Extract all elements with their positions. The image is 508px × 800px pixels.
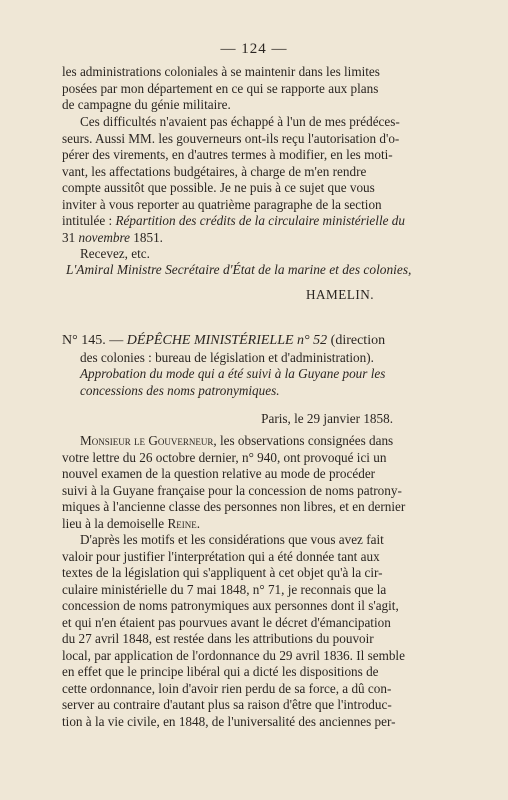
italic-month: novembre — [78, 229, 130, 245]
person-name: Reine. — [167, 515, 201, 531]
letter-paragraph-1 — [62, 433, 443, 532]
dispatch-kind: DÉPÊCHE MINISTÉRIELLE — [126, 333, 294, 348]
text-line: votre lettre du 26 octobre dernier, n° 940, ont provoqué ici un — [62, 449, 387, 465]
letter-paragraph-2 — [62, 532, 443, 730]
text-fragment: 31 — [62, 229, 76, 245]
text-line: seurs. Aussi MM. les gouverneurs ont-ils reçu l'autorisation d'o- — [62, 130, 400, 146]
dispatch-summary: Approbation du mode qui a été suivi à la Guyane pour les — [80, 366, 386, 381]
italic-reference: Répartition des crédits de la circulaire ministérielle du — [115, 213, 405, 228]
text-line — [62, 230, 443, 247]
dispatch-summary: concessions des noms patronymiques. — [80, 382, 280, 398]
text-line: miques à l'ancienne classe des personnes non libres, et en dernier — [62, 499, 406, 514]
text-fragment: 1851. — [133, 229, 163, 245]
text-line — [62, 213, 443, 230]
dispatch-second-line: des colonies : bureau de législation et d'administration). — [80, 349, 374, 365]
text-line: valoir pour justifier l'interprétation qui a été donnée tant aux — [62, 548, 380, 564]
text-line: concession de noms patronymiques aux personnes dont il s'agit, — [62, 598, 399, 613]
dispatch-first-line — [62, 333, 443, 350]
text-line: de campagne du génie militaire. — [62, 97, 231, 112]
page-number: — 124 — — [220, 41, 288, 57]
signature-title: L'Amiral Ministre Secrétaire d'État de la marine et des colonies, — [66, 262, 412, 277]
dispatch-kind-number: n° 52 — [297, 333, 328, 348]
text-line: nouvel examen de la question relative au mode de procéder — [62, 466, 376, 481]
text-line: pérer des virements, en d'autres termes à modifier, en les moti- — [62, 147, 393, 162]
text-line: posées par mon département en ce qui se rapporte aux plans — [62, 80, 379, 96]
text-fragment: les observations consignées dans — [219, 433, 394, 448]
dispatch-direction: (direction — [330, 333, 386, 348]
signature-name: HAMELIN. — [306, 287, 375, 302]
dispatch-dash: — — [109, 333, 124, 348]
text-line: du 27 avril 1848, est restée dans les attributions du pouvoir — [62, 631, 374, 646]
text-line: server au contraire d'autant plus sa raison d'être que l'introduc- — [62, 697, 392, 712]
text-line: et qui n'en étaient pas pourvues avant le décret d'émancipation — [62, 614, 391, 630]
text-line: vant, les affectations budgétaires, à charge de m'en rendre — [62, 163, 367, 179]
dispatch-number: N° 145. — [62, 333, 106, 348]
paragraph-difficulties — [62, 114, 443, 263]
text-line: compte aussitôt que possible. Je ne puis à ce sujet que vous — [62, 180, 375, 195]
dispatch-date: Paris, le 29 janvier 1858. — [261, 411, 393, 426]
text-fragment: lieu à la demoiselle — [62, 515, 165, 531]
closing-formula: Recevez, etc. — [80, 246, 150, 261]
paragraph-continuation — [62, 64, 443, 114]
text-line: textes de la législation qui s'appliquent à cet objet qu'à la cir- — [62, 565, 383, 580]
text-line: Ces difficultés n'avaient pas échappé à l'un de mes prédéces- — [80, 114, 400, 129]
text-line: inviter à vous reporter au quatrième paragraphe de la section — [62, 196, 382, 212]
text-line: tion à la vie civile, en 1848, de l'universalité des anciennes per- — [62, 713, 396, 729]
text-line: cette ordonnance, loin d'avoir rien perdu de sa force, a dû con- — [62, 680, 392, 696]
text-line — [62, 516, 443, 533]
text-line: suivi à la Guyane française pour la concession de noms patrony- — [62, 482, 402, 498]
text-line: D'après les motifs et les considérations que vous avez fait — [80, 532, 384, 547]
text-line: culaire ministérielle du 7 mai 1848, n° 71, je reconnais que la — [62, 581, 387, 597]
text-line: les administrations coloniales à se maintenir dans les limites — [62, 64, 380, 79]
salutation: Monsieur le Gouverneur, — [80, 433, 217, 448]
dispatch-heading — [62, 333, 443, 399]
text-line: local, par application de l'ordonnance du 29 avril 1836. Il semble — [62, 647, 405, 663]
text-fragment: intitulée : — [62, 213, 113, 228]
text-line: en effet que le principe libéral qui a dicté les dispositions de — [62, 664, 379, 679]
text-line — [62, 433, 443, 450]
